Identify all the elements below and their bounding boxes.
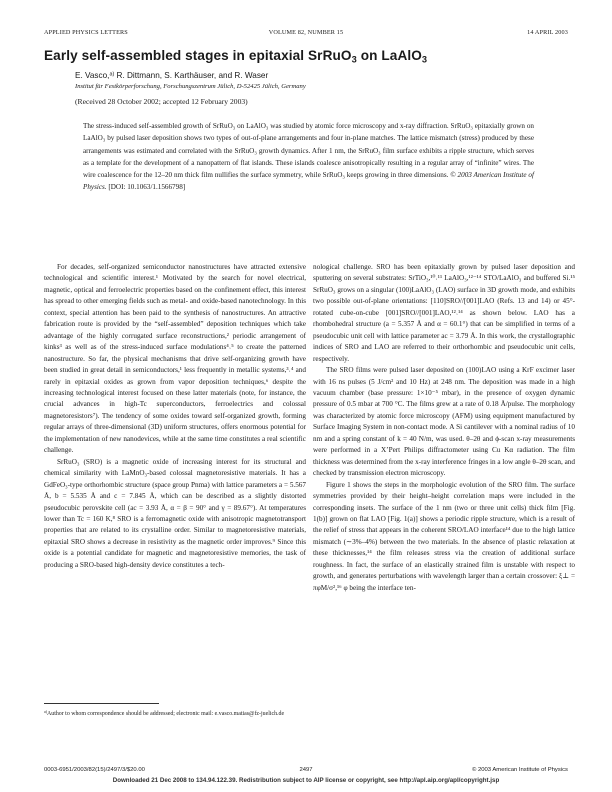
paragraph-continued: nological challenge. SRO has been epitaxially grown by pulsed laser deposition and sputtering on several substrates: SrTiO₃,¹⁰˒¹¹ LaAlO₃,¹²⁻¹⁴ STO/LaAlO₃ and buffered Si.¹⁵ SrRuO₃ grows on a singular (100)LaAlO₃ (LAO) surface in 3D growth mode, and exhibits two possible out-of-plane orientations: [110]SRO//[001]LAO (Refs. 13 and 14) or 45°-rotated cube-on-cube [001]SRO//[001]LAO,¹²˒¹⁴ as shown below. LAO has a rhombohedral structure (a = 5.357 Å and α = 60.1°) that can be simplified in terms of a pseudocubic unit cell with lattice parameter ac = 3.79 Å. In this work, the crystallographic indices of SRO and LAO are referred to their orthorhombic and pseudocubic unit cells, respectively. (313, 263, 575, 363)
volume-number: VOLUME 82, NUMBER 15 (268, 29, 344, 36)
paragraph: SrRuO₃ (SRO) is a magnetic oxide of increasing interest for its structural and chemical similarity with LaMnO₃-based colossal magnetoresistive materials. It has a GdFeO₃-type orthorhombic structure (space group Pnma) with lattice parameters a = 5.567 Å, b = 5.535 Å and c = 7.845 Å, which can be described as a slightly distorted pseudocubic perovskite cell (ac = 3.93 Å, α = β = 90° and γ = 89.67°). At temperatures lower than Tc = 160 K,⁸ SRO is a ferromagnetic oxide with anisotropic magnetotransport properties that are related to its crystalline order. Similar to magnetoresistive materials, epitaxial SRO shows a decrease in resistivity as the magnetic order improves.⁹ Since this oxide is a potential candidate for magnetic and magnetoresistive memories, the task of producing a SRO-based high-density device constitutes a tech- (44, 457, 306, 569)
download-notice[interactable]: Downloaded 21 Dec 2008 to 134.94.122.39. Redistribution subject to AIP license or copyright, see http://apl.aip.org/apl/copyright.jsp (112, 777, 500, 784)
title-subscript-2: 3 (421, 54, 428, 65)
footnote (44, 710, 306, 719)
footnote-divider (44, 703, 159, 704)
footnote-text: Author to whom correspondence should be addressed; electronic mail: e.vasco.matias@fz-juelich.de (47, 711, 285, 717)
body-column-right (313, 262, 575, 594)
page-footer (44, 767, 568, 777)
title-subscript-1: 3 (351, 54, 357, 65)
footer-copyright: © 2003 American Institute of Physics (471, 767, 568, 773)
title-text-2: on LaAlO (356, 48, 422, 63)
issue-date: 14 APRIL 2003 (527, 29, 568, 36)
footnote-mark: a) (44, 710, 48, 715)
doi-link[interactable]: [DOI: 10.1063/1.1566798] (106, 183, 186, 192)
issn-code: 0003-6951/2003/82(15)/2497/3/$20.00 (44, 767, 145, 773)
footnote-mark[interactable]: a) (109, 71, 115, 78)
paragraph: Figure 1 shows the steps in the morphologic evolution of the SRO film. The surface symmetries provided by their height–height correlation maps were included in the corresponding insets. The surface of the 1 nm (two or three unit cells) thick film [Fig. 1(b)] grown on flat LAO [Fig. 1(a)] shows a periodic ripple structure, which is a result of the relief of stress that appears in the coherent SRO/LAO interface¹⁴ due to the high lattice mismatch (∼3%–4%) between the two materials. In the absence of plastic relaxation at these thicknesses,¹⁴ the film releases stress via the creation of additional surface roughness. In fact, the surface of an elastically strained film is unstable with respect to growth, and generates perturbations with wavelength larger than a certain crossover: ξ⊥ = πφM/σ²,¹⁶ φ being the interface ten- (313, 480, 575, 592)
paragraph: For decades, self-organized semiconductor nanostructures have attracted extensive technological and scientific interest.¹ Motivated by the search for novel electrical, magnetic, optical and ferroelectric properties based on the confinement effect, this interest has spread to other emerging fields such as metal- and oxide-based nanotechnology. In this context, special attention has been paid to the synthesis of nanostructures. An attractive fabrication route is provided by the “self-assembled” deposition techniques which take advantage of the highly corrugated surface reconstructions,² periodic arrangement of kinks³ as well as of the stress-induced surface modulations⁴˒⁵ to create the patterned nanostructure. So far, the physical mechanisms that drive self-organizing growth have been studied in great detail in semiconductors,¹ less frequently in metallic systems,³˒⁴ and rarely in epitaxial oxides as grown from vapor deposition techniques,⁶ despite the increasing technological interest focused on these latter materials (note, for instance, the crucial advances in high-Tc superconductors, ferroelectrics and colossal magnetoresistors⁷). The tendency of some oxides toward self-organized growth, forming regular arrays of three-dimensional (3D) uniform structures, offers enormous potential for the implementation of new nanodevices, while at the same time constitutes a real scientific challenge. (44, 263, 306, 455)
paragraph: The SRO films were pulsed laser deposited on (100)LAO using a KrF excimer laser with 16 ns pulses (5 J/cm² and 10 Hz) at 248 nm. The deposition was made in a high vacuum chamber (base pressure: 1×10⁻⁵ mbar), in the presence of oxygen dynamic pressure of 0.5 mbar at 700 °C. The films grew at a rate of 0.18 Å/pulse. The morphology was characterized by atomic force microscopy (AFM) using equipment manufactured by Surface Imaging System in non-contact mode. A Si cantilever with a nominal radius of 10 nm and a spring constant of k = 40 N/m, was used. θ–2θ and ϕ-scan x-ray measurements were performed in a X’Pert Philips diffractometer using Cu Kα radiation. The film thickness was determined from the x-ray interference fringes in a low angle θ–2θ scan, and checked by transmission electron microscopy. (313, 366, 575, 478)
author-list (75, 71, 268, 80)
corresponding-author: E. Vasco, (75, 71, 110, 80)
received-dates: (Received 28 October 2002; accepted 12 February 2003) (75, 97, 248, 106)
paper-title (44, 48, 427, 63)
journal-name: APPLIED PHYSICS LETTERS (44, 29, 128, 36)
abstract-copyright: © 2003 American Institute of Physics. (83, 171, 534, 192)
co-authors: R. Dittmann, S. Karthäuser, and R. Waser (114, 71, 269, 80)
page-number: 2497 (299, 767, 313, 773)
abstract-body: The stress-induced self-assembled growth of SrRuO₃ on LaAlO₃ was studied by atomic force microscopy and x-ray diffraction. SrRuO₃ epitaxially grown on LaAlO₃ by pulsed laser deposition shows two types of out-of-plane arrangements and four in-plane matches. The lattice mismatch (stress) produced by these arrangements was estimated and correlated with the SrRuO₃ growth dynamics. After 1 nm, the SrRuO₃ film surface exhibits a ripple structure, which serves as a template for the development of a nanopattern of flat islands. These islands coalesce anisotropically resulting in a regular array of “infinite” wires. The wire coalescence for the 12–20 nm thick film nullifies the surface symmetry, while SrRuO₃ keeps growing in three dimensions. (83, 122, 534, 180)
affiliation: Institut für Festkörperforschung, Forschungszentrum Jülich, D-52425 Jülich, Germany (75, 83, 306, 90)
body-column-left (44, 262, 306, 571)
title-text-1: Early self-assembled stages in epitaxial SrRuO (44, 48, 352, 63)
running-head (44, 29, 568, 39)
abstract (83, 120, 534, 194)
